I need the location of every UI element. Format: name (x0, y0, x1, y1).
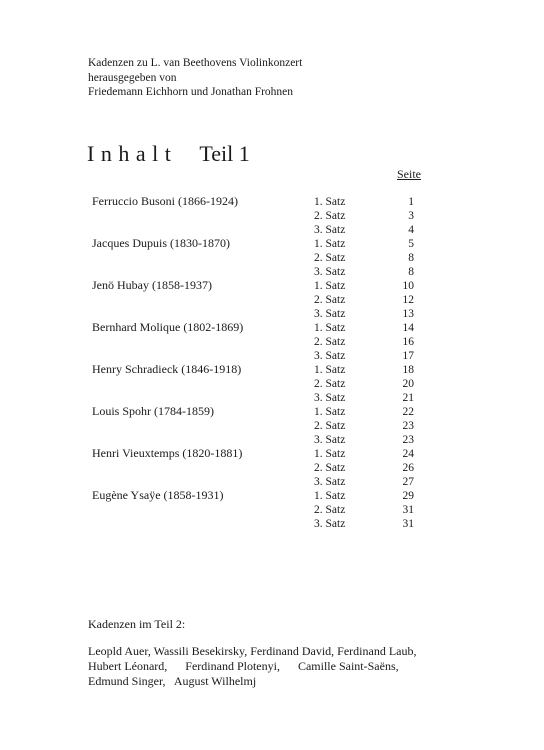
movement-label: 2. Satz (314, 294, 346, 306)
page-number: 26 (402, 462, 414, 474)
movement-label: 2. Satz (314, 420, 346, 432)
movement-label: 1. Satz (314, 196, 346, 208)
composer-entry (0, 404, 544, 446)
page-number: 31 (402, 518, 414, 530)
composer-entry (0, 194, 544, 236)
movement-label: 2. Satz (314, 462, 346, 474)
movement-row (0, 265, 544, 279)
movement-row (0, 475, 544, 489)
movement-row (0, 391, 544, 405)
movement-row (0, 307, 544, 321)
movement-row (0, 195, 544, 209)
page-number: 14 (402, 322, 414, 334)
movement-list (0, 195, 544, 237)
footer-line-2: Hubert Léonard, Ferdinand Plotenyi, Camille Saint-Saëns, (88, 659, 399, 673)
movement-list (0, 279, 544, 321)
movement-label: 3. Satz (314, 476, 346, 488)
composer-name: Jenö Hubay (1858-1937) (92, 278, 212, 292)
movement-label: 3. Satz (314, 392, 346, 404)
movement-row (0, 279, 544, 293)
movement-list (0, 405, 544, 447)
movement-row (0, 251, 544, 265)
composer-entry (0, 278, 544, 320)
page-number: 5 (408, 238, 414, 250)
movement-list (0, 363, 544, 405)
movement-list (0, 447, 544, 489)
movement-row (0, 223, 544, 237)
movement-row (0, 377, 544, 391)
movement-label: 1. Satz (314, 322, 346, 334)
header-line-2: herausgegeben von (88, 71, 177, 84)
movement-row (0, 349, 544, 363)
movement-row (0, 293, 544, 307)
movement-row (0, 489, 544, 503)
movement-row (0, 419, 544, 433)
movement-row (0, 503, 544, 517)
title-word-teil: Teil 1 (199, 141, 250, 166)
composer-name: Jacques Dupuis (1830-1870) (92, 236, 230, 250)
movement-label: 1. Satz (314, 364, 346, 376)
composer-name: Louis Spohr (1784-1859) (92, 404, 214, 418)
document-header (88, 56, 302, 100)
page-number: 22 (402, 406, 414, 418)
composer-entry (0, 236, 544, 278)
movement-label: 3. Satz (314, 224, 346, 236)
page-number: 23 (402, 434, 414, 446)
movement-label: 1. Satz (314, 238, 346, 250)
page-number: 24 (402, 448, 414, 460)
page-number: 12 (402, 294, 414, 306)
movement-list (0, 237, 544, 279)
movement-row (0, 447, 544, 461)
header-line-1: Kadenzen zu L. van Beethovens Violinkonzert (88, 57, 303, 69)
movement-label: 2. Satz (314, 336, 346, 348)
composer-entry (0, 446, 544, 488)
composer-entry (0, 320, 544, 362)
movement-row (0, 461, 544, 475)
page-number: 23 (402, 420, 414, 432)
movement-label: 3. Satz (314, 518, 346, 530)
composer-name: Henri Vieuxtemps (1820-1881) (92, 446, 243, 460)
composer-entry (0, 488, 544, 530)
table-of-contents (0, 194, 544, 530)
page-number: 13 (402, 308, 414, 320)
movement-row (0, 363, 544, 377)
composer-name: Ferruccio Busoni (1866-1924) (92, 194, 238, 208)
page-number: 31 (402, 504, 414, 516)
page-number: 8 (408, 252, 414, 264)
page-title (87, 141, 250, 167)
movement-label: 1. Satz (314, 448, 346, 460)
composer-entry (0, 362, 544, 404)
seite-column-heading: Seite (397, 167, 421, 181)
movement-label: 3. Satz (314, 350, 346, 362)
movement-label: 3. Satz (314, 266, 346, 278)
footer-heading: Kadenzen im Teil 2: (88, 617, 186, 631)
page-number: 17 (402, 350, 414, 362)
movement-label: 2. Satz (314, 504, 346, 516)
movement-row (0, 517, 544, 531)
movement-row (0, 321, 544, 335)
page-number: 20 (402, 378, 414, 390)
movement-label: 1. Satz (314, 280, 346, 292)
page-number: 3 (408, 210, 414, 222)
footer-composer-list (88, 644, 448, 689)
page-number: 27 (402, 476, 414, 488)
movement-row (0, 237, 544, 251)
footer-line-3: Edmund Singer, August Wilhelmj (88, 674, 257, 688)
composer-name: Eugène Ysaÿe (1858-1931) (92, 488, 224, 502)
movement-label: 2. Satz (314, 210, 346, 222)
title-word-inhalt: Inhalt (87, 141, 178, 166)
movement-row (0, 433, 544, 447)
page-number: 21 (402, 392, 414, 404)
page-number: 8 (408, 266, 414, 278)
page-number: 10 (402, 280, 414, 292)
movement-list (0, 489, 544, 531)
document-footer (88, 617, 448, 689)
page-number: 4 (408, 224, 414, 236)
movement-row (0, 335, 544, 349)
page-number: 18 (402, 364, 414, 376)
movement-label: 1. Satz (314, 406, 346, 418)
movement-label: 3. Satz (314, 308, 346, 320)
page-number: 29 (402, 490, 414, 502)
header-line-3: Friedemann Eichhorn und Jonathan Frohnen (88, 86, 294, 98)
composer-name: Bernhard Molique (1802-1869) (92, 320, 244, 334)
movement-label: 1. Satz (314, 490, 346, 502)
movement-row (0, 405, 544, 419)
footer-line-1: Leopld Auer, Wassili Besekirsky, Ferdinand David, Ferdinand Laub, (88, 644, 417, 658)
movement-list (0, 321, 544, 363)
composer-name: Henry Schradieck (1846-1918) (92, 362, 242, 376)
movement-row (0, 209, 544, 223)
page-number: 1 (408, 196, 414, 208)
movement-label: 2. Satz (314, 252, 346, 264)
movement-label: 3. Satz (314, 434, 346, 446)
page-number: 16 (402, 336, 414, 348)
movement-label: 2. Satz (314, 378, 346, 390)
